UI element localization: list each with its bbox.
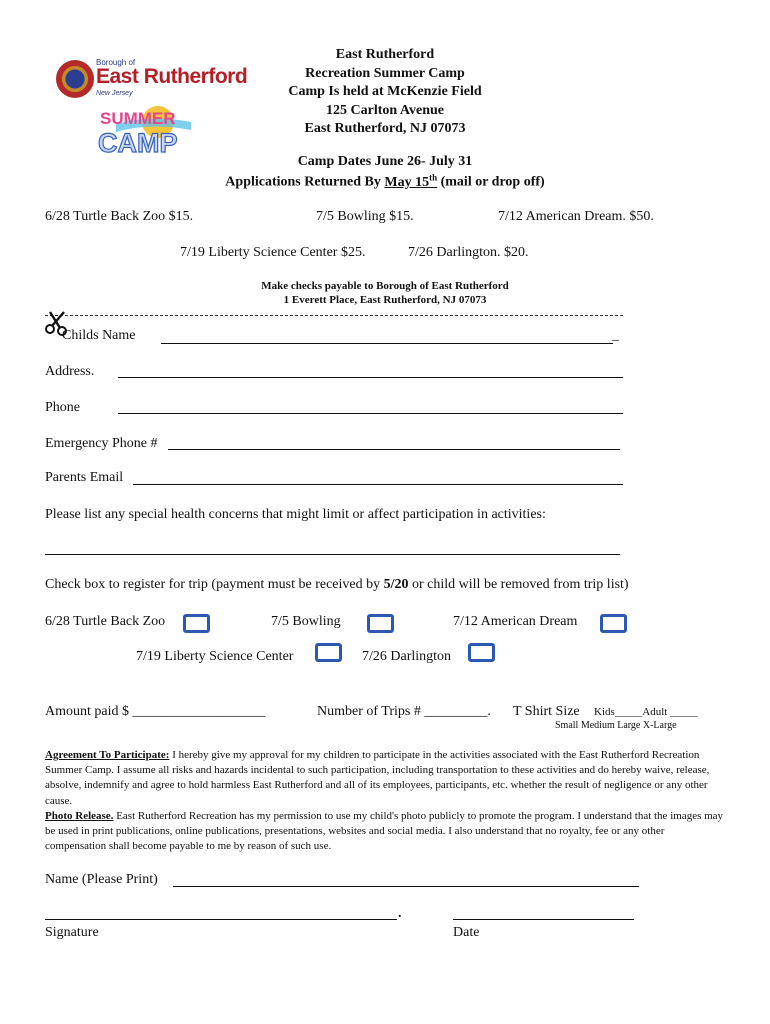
signature-label: Signature <box>45 925 99 940</box>
childs-name-tail: _ <box>612 328 619 343</box>
logo-town-name: East Rutherford <box>96 65 248 88</box>
trip-darlington-label: 7/26 Darlington <box>362 649 452 664</box>
header-line-2: Recreation Summer Camp <box>305 65 465 81</box>
header-line-3: Camp Is held at McKenzie Field <box>288 84 482 99</box>
trip-american-dream-label: 7/12 American Dream <box>453 614 578 629</box>
number-of-trips-field[interactable]: Number of Trips # _________. <box>317 704 491 719</box>
parents-email-label: Parents Email <box>45 470 124 485</box>
header-line-1: East Rutherford <box>335 47 435 62</box>
phone-label: Phone <box>45 400 80 415</box>
logo-state: New Jersey <box>96 90 133 97</box>
payable-line-2: 1 Everett Place, East Rutherford, NJ 07073 <box>283 294 487 306</box>
address-label: Address. <box>45 364 95 379</box>
emergency-phone-input[interactable] <box>168 449 620 450</box>
logo-camp-text: CAMP <box>98 128 178 158</box>
logo-borough-of: Borough of <box>96 58 136 67</box>
logo-summer-text: SUMMER <box>100 109 176 128</box>
agreement-paragraph <box>45 748 725 809</box>
trip-price-american-dream: 7/12 American Dream. $50. <box>498 209 654 224</box>
trip-bowling-label: 7/5 Bowling <box>271 614 341 629</box>
signature-dot: . <box>398 906 402 921</box>
photo-release-text: East Rutherford Recreation has my permission to use my child's photo publicly to promote the program. I understand that the images may be used in print publications, online publications, presentations, websites and social media. I also understand that no royalty, fee or any other compensation shall become payable to me by reason of such use. <box>45 810 724 853</box>
camp-dates: Camp Dates June 26- July 31 <box>297 154 473 169</box>
payable-line-1: Make checks payable to Borough of East Rutherford <box>261 280 509 292</box>
trip-darlington-checkbox[interactable] <box>468 643 495 662</box>
trip-price-zoo: 6/28 Turtle Back Zoo $15. <box>45 209 194 224</box>
childs-name-label: Childs Name <box>62 328 136 343</box>
trip-american-dream-checkbox[interactable] <box>600 614 627 633</box>
header-line-5: East Rutherford, NJ 07073 <box>304 121 466 136</box>
applications-prefix: Applications Returned By <box>225 174 385 190</box>
tshirt-kids-adult-field[interactable]: Kids_____Adult _____ <box>594 706 698 718</box>
tshirt-size-label: T Shirt Size <box>513 704 580 719</box>
signature-input[interactable] <box>45 919 397 920</box>
name-print-label: Name (Please Print) <box>45 872 158 887</box>
trip-liberty-checkbox[interactable] <box>315 643 342 662</box>
childs-name-input[interactable] <box>161 343 613 344</box>
applications-returned <box>0 172 770 191</box>
phone-input[interactable] <box>118 413 623 414</box>
health-concerns-input[interactable] <box>45 554 620 555</box>
trip-liberty-label: 7/19 Liberty Science Center <box>136 649 294 664</box>
trip-zoo-label: 6/28 Turtle Back Zoo <box>45 614 166 629</box>
register-trip-instructions: Check box to register for trip (payment must be received by 5/20 or child will be removed from trip list) <box>45 577 629 592</box>
trip-zoo-checkbox[interactable] <box>183 614 210 633</box>
trip-bowling-checkbox[interactable] <box>367 614 394 633</box>
trip-price-darlington: 7/26 Darlington. $20. <box>408 245 529 260</box>
parents-email-input[interactable] <box>133 484 623 485</box>
date-input[interactable] <box>453 919 634 920</box>
trip-price-bowling: 7/5 Bowling $15. <box>316 209 414 224</box>
trip-price-liberty: 7/19 Liberty Science Center $25. <box>180 245 366 260</box>
applications-suffix: (mail or drop off) <box>437 174 545 190</box>
emergency-phone-label: Emergency Phone # <box>45 436 158 451</box>
cut-line <box>45 315 623 316</box>
name-print-input[interactable] <box>173 886 639 887</box>
borough-seal-icon <box>56 60 94 98</box>
agreement-text: I hereby give my approval for my children to participate in the activities associated with the East Rutherford Recreation Summer Camp. I assume all risks and hazards incidental to such participation, including transportation to these activities and do hereby waive, release, absolve, indemnify and agree to hold harmless East Rutherford and all of its employees, participants, etc. whether the result of negligence or any other cause. <box>45 749 710 807</box>
amount-paid-field[interactable]: Amount paid $ ___________________ <box>45 704 266 719</box>
date-label: Date <box>453 925 480 940</box>
summer-camp-logo <box>96 100 206 158</box>
photo-release-title: Photo Release. <box>45 810 114 822</box>
photo-release-paragraph <box>45 809 725 855</box>
header-line-4: 125 Carlton Avenue <box>326 102 444 118</box>
health-concerns-label: Please list any special health concerns that might limit or affect participation in activities: <box>45 507 546 522</box>
tshirt-sizes: Small Medium Large X-Large <box>555 720 677 731</box>
header-title-block <box>250 46 520 139</box>
address-input[interactable] <box>118 377 623 378</box>
applications-date: May 15th <box>384 172 438 190</box>
agreement-title: Agreement To Participate: <box>45 749 170 761</box>
